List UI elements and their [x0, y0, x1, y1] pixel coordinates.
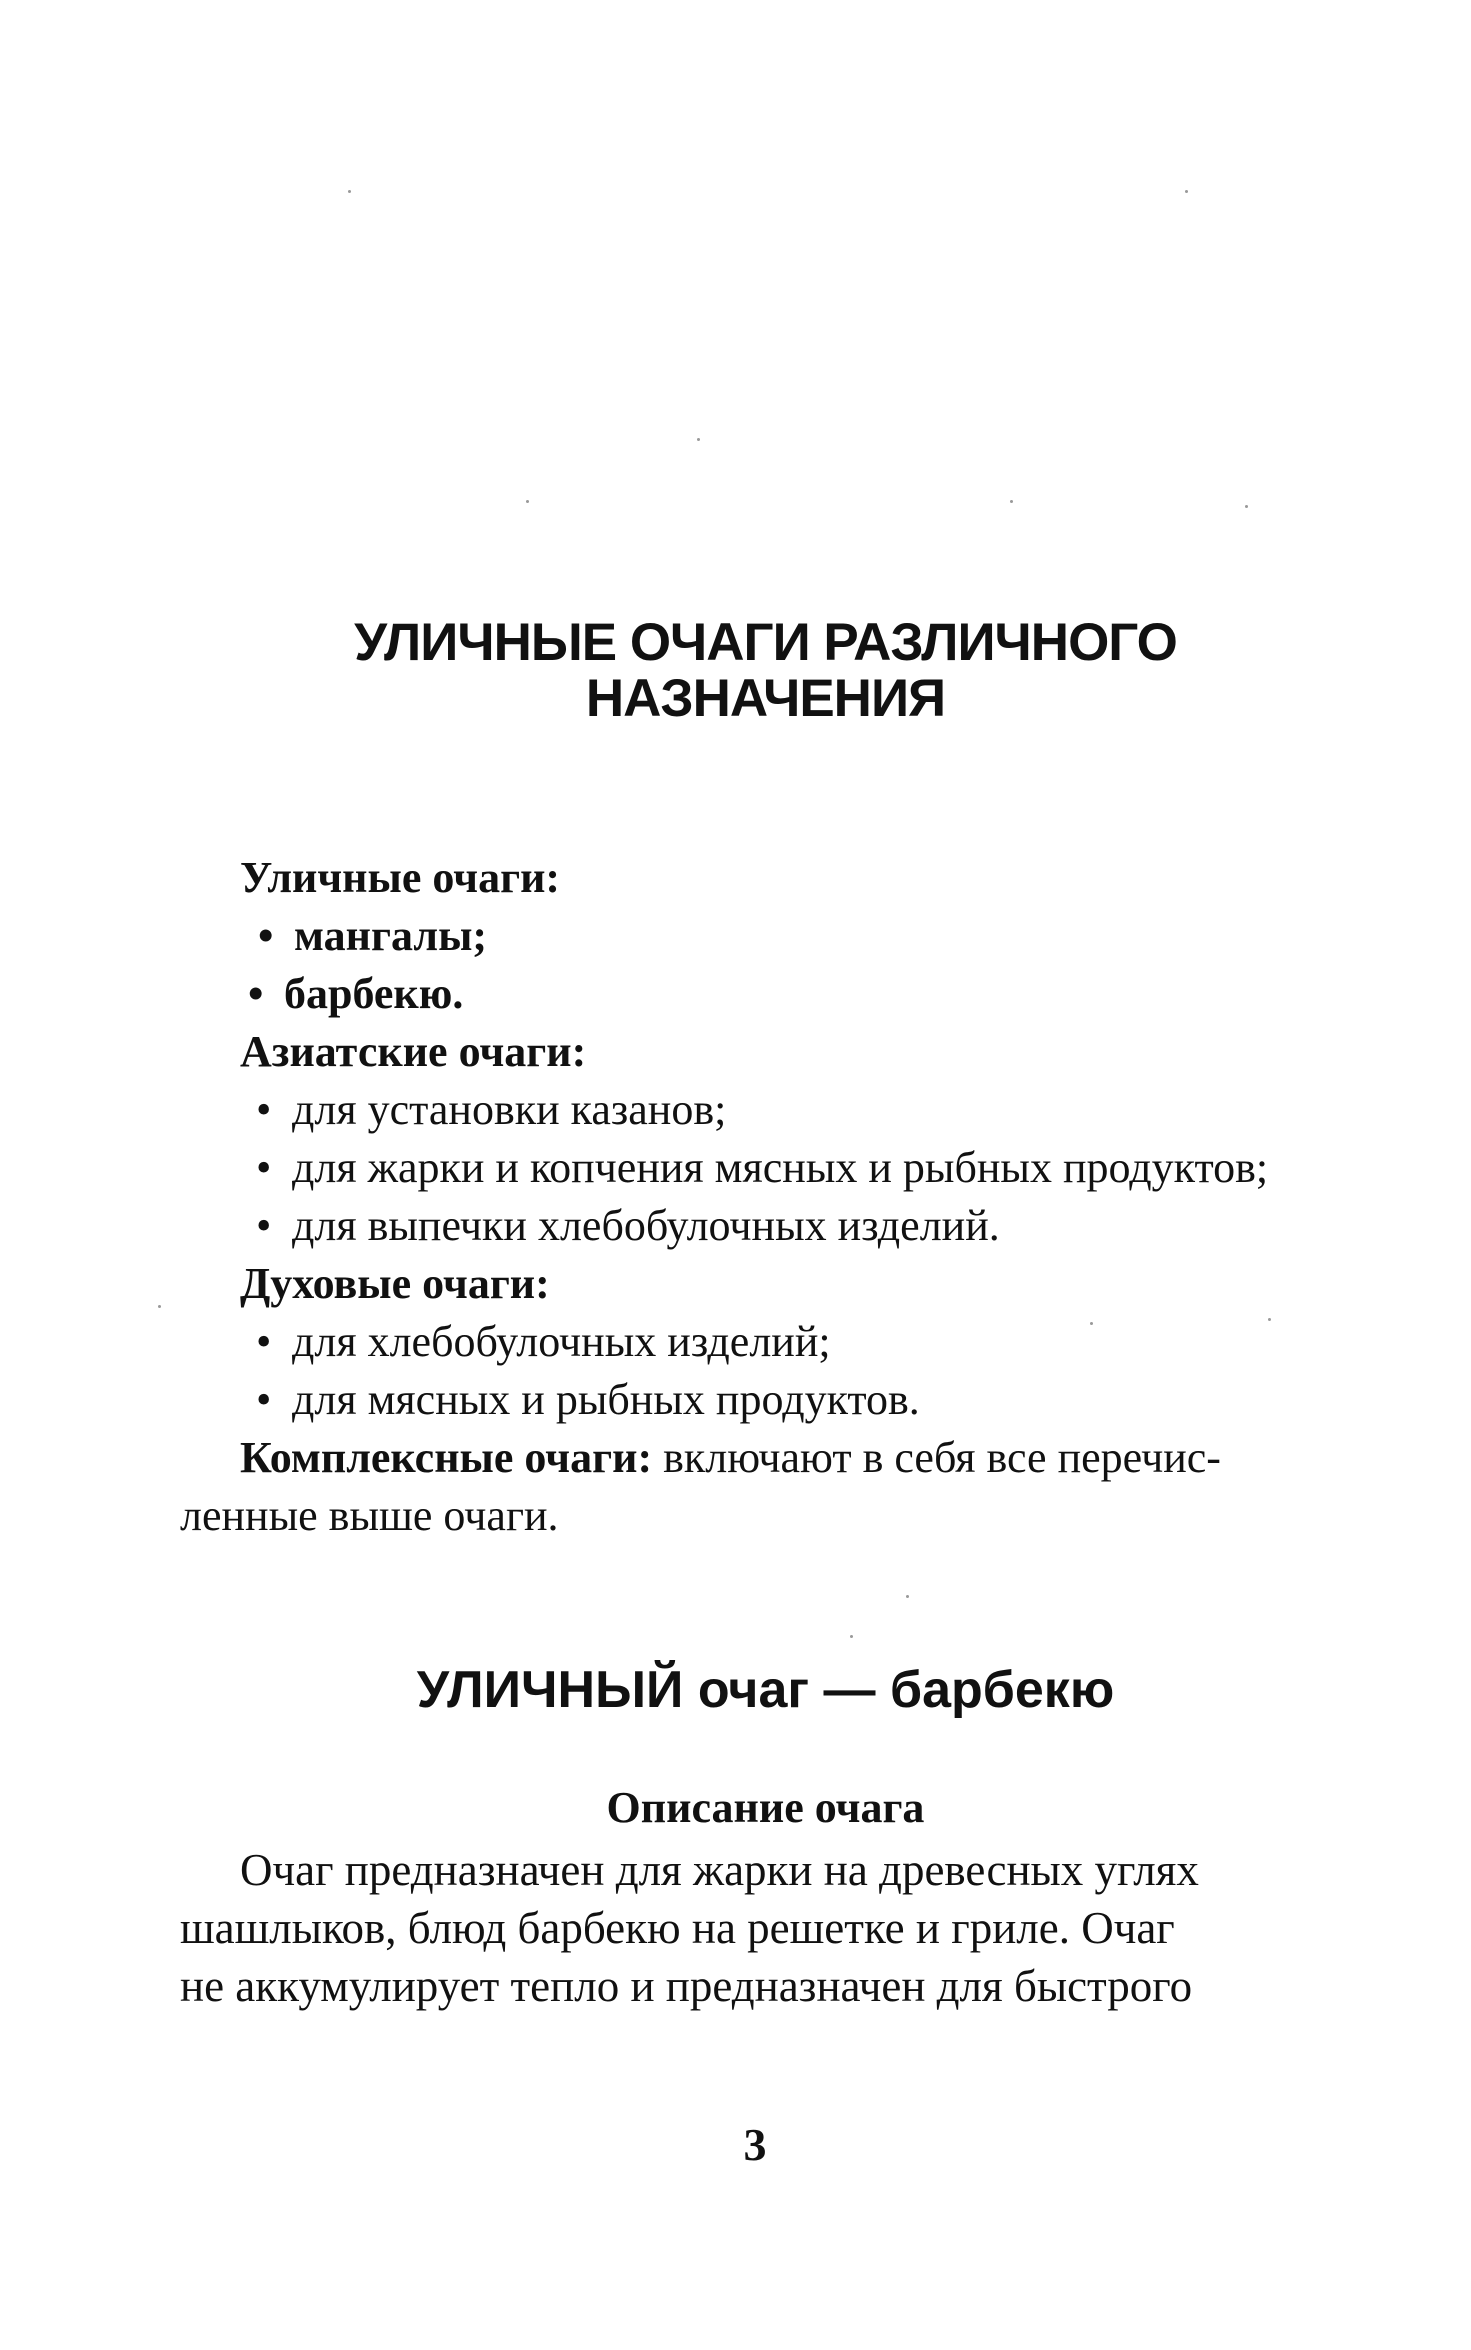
- scan-speck: [1010, 500, 1013, 503]
- complex-line-1: [240, 1432, 1221, 1484]
- scan-speck: [1268, 1318, 1271, 1321]
- list-item-text: для хлебобулочных изделий;: [292, 1317, 831, 1366]
- complex-line-2: ленные выше очаги.: [180, 1491, 559, 1540]
- bullet-icon: •: [258, 911, 274, 960]
- list-item: [256, 1084, 726, 1136]
- scan-speck: [1245, 505, 1248, 508]
- list-item-text: для установки казанов;: [292, 1085, 727, 1134]
- title-line-2: НАЗНАЧЕНИЯ: [585, 669, 946, 728]
- bullet-icon: •: [256, 1085, 272, 1134]
- group-heading-street: Уличные очаги:: [240, 853, 561, 902]
- list-item-text: для выпечки хлебобулочных изделий.: [292, 1201, 1000, 1250]
- group-heading-oven: Духовые очаги:: [240, 1259, 550, 1308]
- list-item: [256, 1374, 920, 1426]
- scan-speck: [697, 438, 700, 441]
- list-item: [256, 1316, 831, 1368]
- bullet-icon: •: [256, 1201, 272, 1250]
- complex-text: включают в себя все перечис-: [663, 1433, 1221, 1482]
- list-item-text: для мясных и рыбных продуктов.: [292, 1375, 920, 1424]
- paragraph-line-1: Очаг предназначен для жарки на древесных углях: [240, 1845, 1199, 1895]
- list-item: [256, 1142, 1268, 1194]
- complex-term: Комплексные очаги:: [240, 1433, 653, 1482]
- scan-speck: [850, 1635, 853, 1638]
- scan-speck: [1090, 1322, 1093, 1325]
- paragraph-line-2: шашлыков, блюд барбекю на решетке и гриле. Очаг: [180, 1903, 1175, 1953]
- list-item-text: мангалы;: [294, 911, 488, 960]
- list-item: [256, 1200, 1000, 1252]
- list-item-text: барбекю.: [284, 969, 464, 1018]
- scan-speck: [526, 500, 529, 503]
- title-line-1: УЛИЧНЫЕ ОЧАГИ РАЗЛИЧНОГО: [354, 613, 1177, 672]
- bullet-icon: •: [256, 1143, 272, 1192]
- list-item: [258, 910, 487, 962]
- bullet-icon: •: [256, 1375, 272, 1424]
- group-heading-asian: Азиатские очаги:: [240, 1027, 587, 1076]
- bullet-icon: •: [256, 1317, 272, 1366]
- scan-speck: [906, 1595, 909, 1598]
- subsection-title: Описание очага: [606, 1783, 925, 1832]
- scan-speck: [158, 1305, 161, 1308]
- scan-speck: [348, 190, 351, 193]
- paragraph-line-3: не аккумулирует тепло и предназначен для быстрого: [180, 1961, 1193, 2011]
- bullet-icon: •: [248, 969, 264, 1018]
- page-number: 3: [743, 2119, 767, 2170]
- list-item-text: для жарки и копчения мясных и рыбных продуктов;: [292, 1143, 1269, 1192]
- scan-speck: [1185, 190, 1188, 193]
- list-item: [248, 968, 463, 1020]
- section-title: УЛИЧНЫЙ очаг — барбекю: [416, 1661, 1115, 1719]
